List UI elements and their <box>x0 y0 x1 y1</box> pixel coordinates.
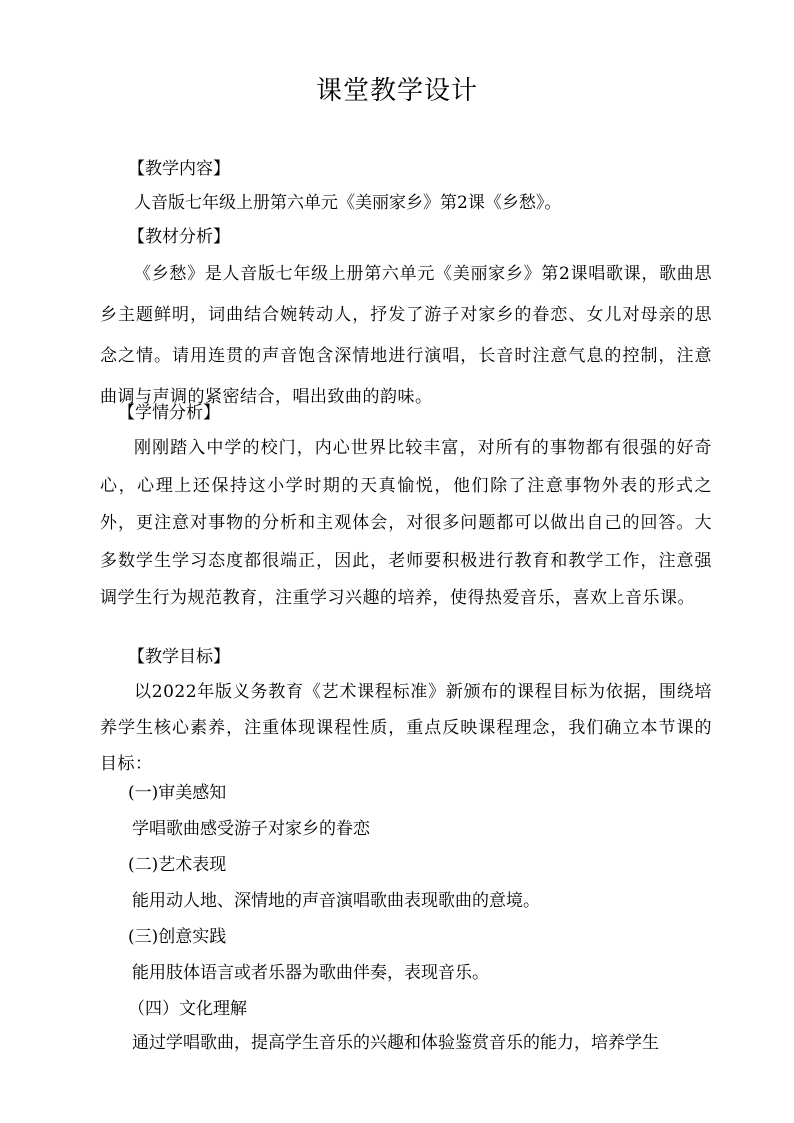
goal-label-1: (一)审美感知 <box>128 783 227 803</box>
teaching-goals-intro: 以2022年版义务教育《艺术课程标准》新颁布的课程目标为依据，围绕培养学生核心素养，注重体现课程性质，重点反映课程理念，我们确立本节课的目标： <box>100 682 712 774</box>
goal-text-3: 能用肢体语言或者乐器为歌曲伴奏，表现音乐。 <box>132 963 489 983</box>
goal-label-3: (三)创意实践 <box>128 927 227 947</box>
heading-material-analysis: 【教材分析】 <box>128 227 230 247</box>
student-analysis-text: 刚刚踏入中学的校门，内心世界比较丰富，对所有的事物都有很强的好奇心，心理上还保持这小学时期的天真愉悦，他们除了注意事物外表的形式之外，更注意对事物的分析和主观体会，对很多问题都可以做出自己的回答。大多数学生学习态度都很端正，因此，老师要积极进行教育和教学工作，注意强调学生行为规范教育，注重学习兴趣的培养，使得热爱音乐，喜欢上音乐课。 <box>100 438 712 608</box>
heading-teaching-goals: 【教学目标】 <box>128 647 230 667</box>
teaching-content-text: 人音版七年级上册第六单元《美丽家乡》第2课《乡愁》。 <box>134 193 562 213</box>
heading-student-analysis: 【学情分析】 <box>118 403 220 423</box>
goal-label-4: （四）文化理解 <box>128 999 247 1019</box>
goal-text-1: 学唱歌曲感受游子对家乡的眷恋 <box>132 819 370 839</box>
material-analysis-text: 《乡愁》是人音版七年级上册第六单元《美丽家乡》第2课唱歌课，歌曲思乡主题鲜明，词曲结合婉转动人，抒发了游子对家乡的眷恋、女儿对母亲的思念之情。请用连贯的声音饱含深情地进行演唱，长音时注意气息的控制，注意曲调与声调的紧密结合，唱出致曲的韵味。 <box>100 264 712 407</box>
goal-text-2: 能用动人地、深情地的声音演唱歌曲表现歌曲的意境。 <box>132 891 540 911</box>
goal-label-2: (二)艺术表现 <box>128 855 227 875</box>
goal-text-4: 通过学唱歌曲，提高学生音乐的兴趣和体验鉴赏音乐的能力，培养学生 <box>132 1033 659 1053</box>
page-title: 课堂教学设计 <box>315 76 478 106</box>
heading-teaching-content: 【教学内容】 <box>128 159 230 179</box>
